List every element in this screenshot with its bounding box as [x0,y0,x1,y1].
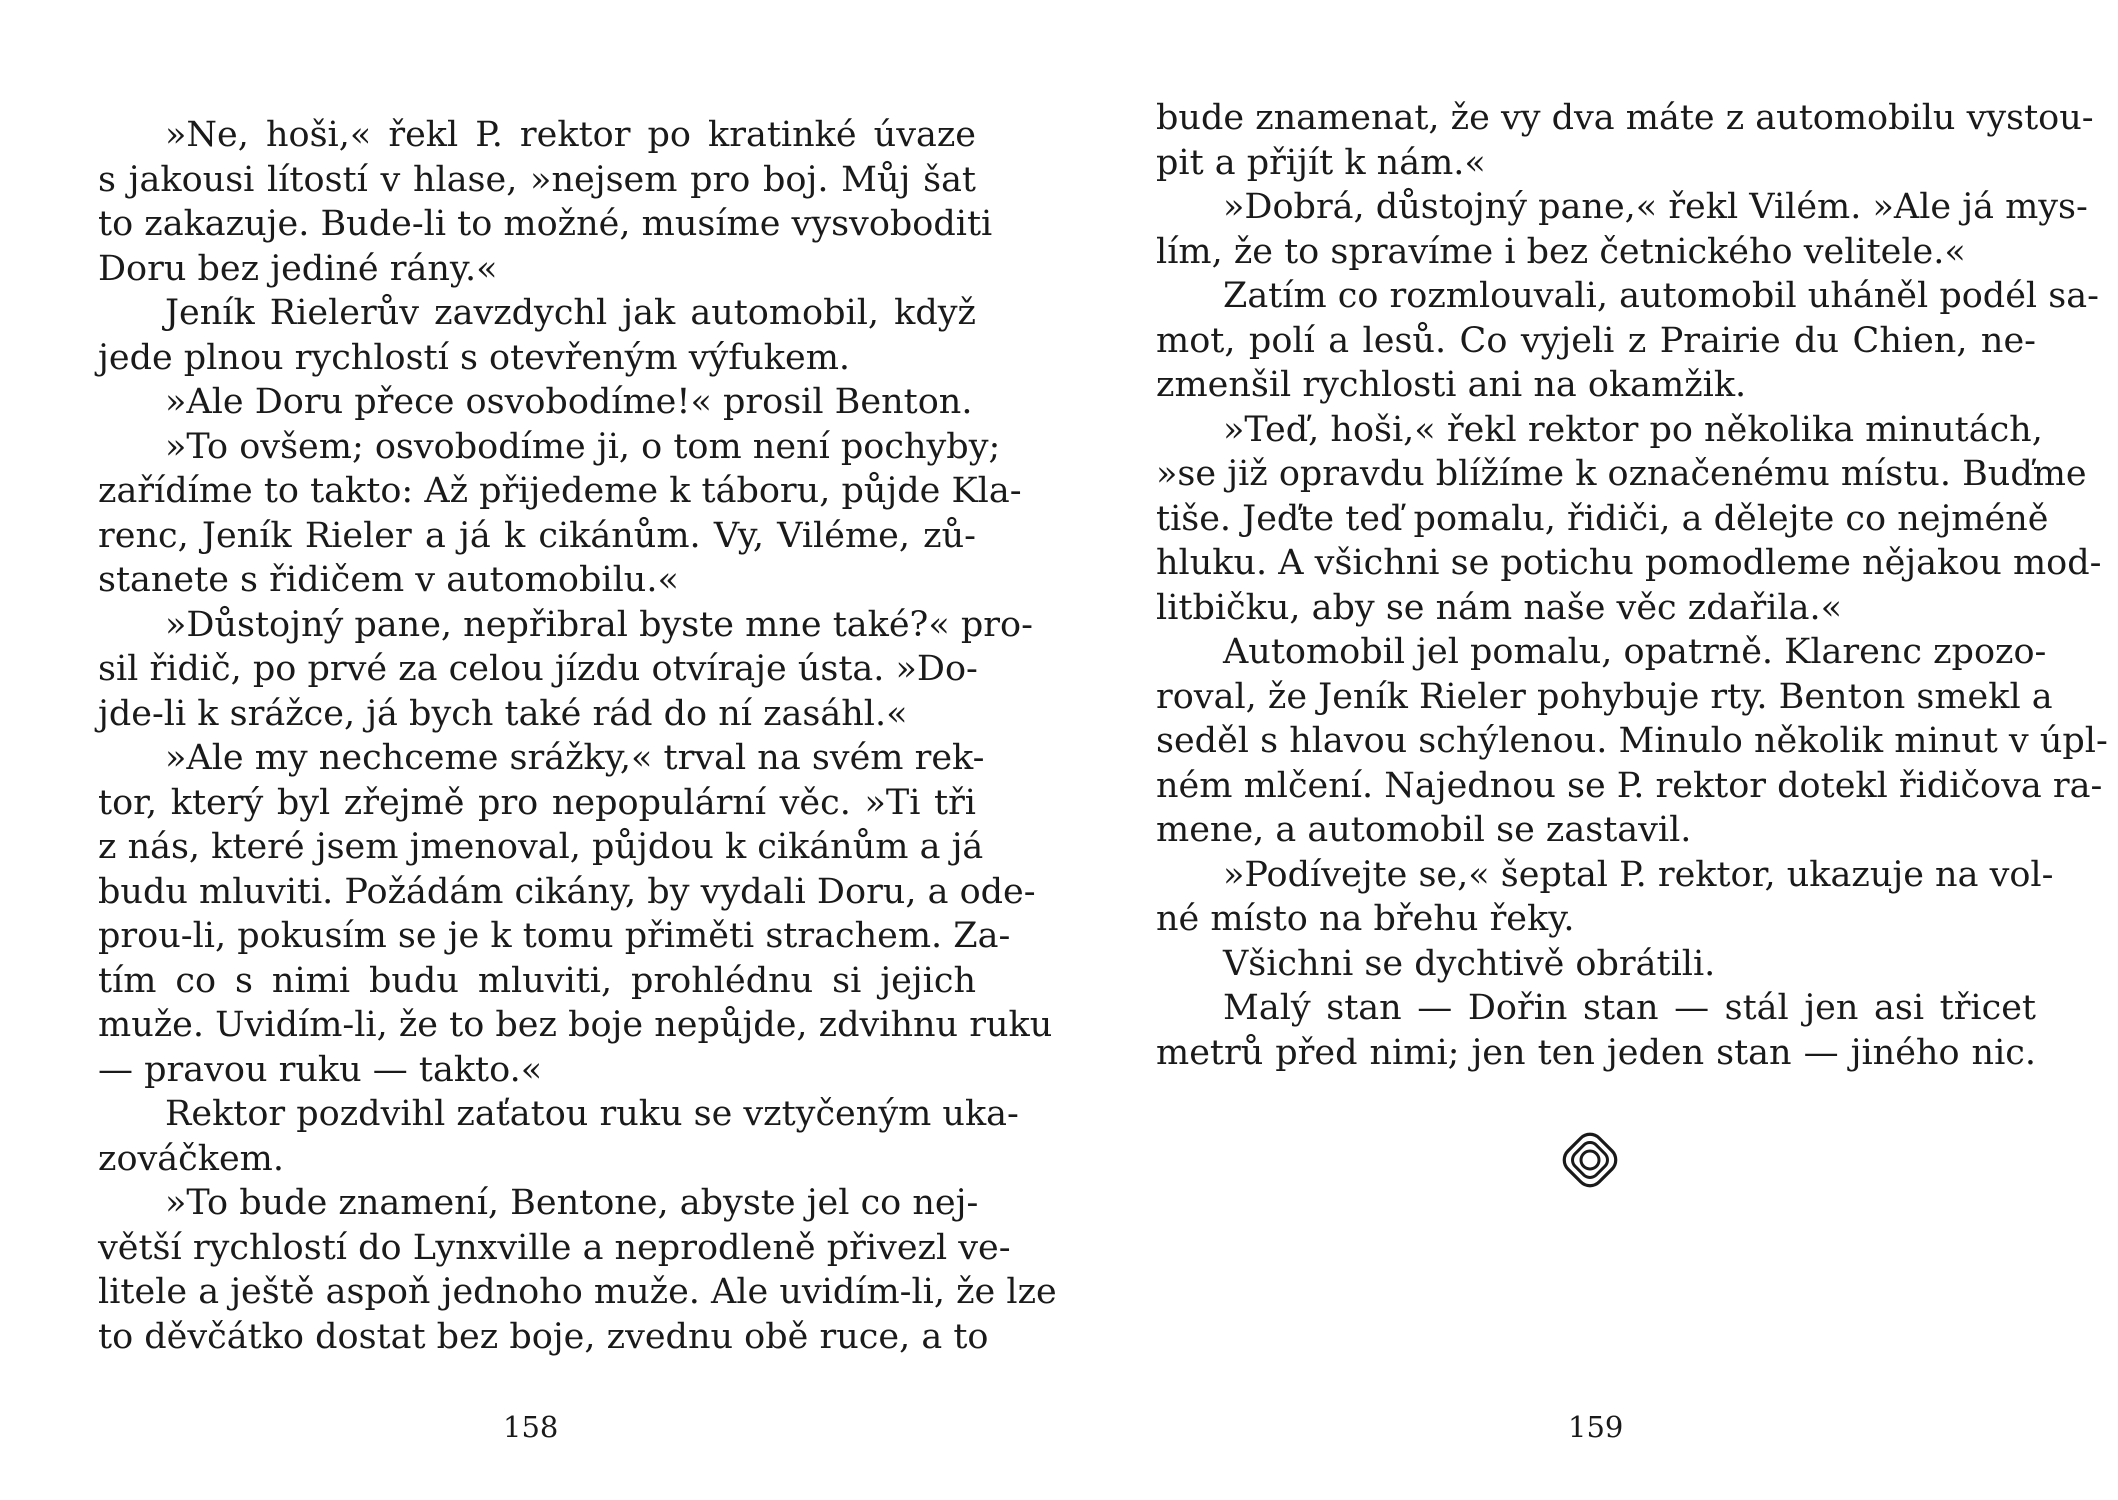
page-number: 159 [1568,1410,1624,1444]
text-line: ném mlčení. Najednou se P. rektor dotekl řidičova ra- [1156,765,2103,806]
text-line: Rektor pozdvihl zaťatou ruku se vztyčeným uka- [165,1094,1019,1134]
text-line: zařídíme to takto: Až přijedeme k táboru, půjde Kla- [98,471,1022,511]
text-line: metrů před nimi; jen ten jeden stan — jiného nic. [1156,1032,2036,1073]
text-line: Jeník Rielerův zavzdychl jak automobil, když [165,293,976,333]
text-line: mene, a automobil se zastavil. [1156,810,1692,850]
text-line: renc, Jeník Rieler a já k cikánům. Vy, Viléme, zů- [98,515,976,556]
text-line: sil řidič, po prvé za celou jízdu otvíraje ústa. »Do- [98,649,978,689]
text-line: jde-li k srážce, já bych také rád do ní zasáhl.« [98,693,908,734]
text-line: pit a přijít k nám.« [1156,142,1486,183]
text-line: roval, že Jeník Rieler pohybuje rty. Benton smekl a [1156,676,2053,717]
text-line: bude znamenat, že vy dva máte z automobilu vystou- [1156,98,2094,138]
text-line: »Dobrá, důstojný pane,« řekl Vilém. »Ale já mys- [1223,187,2088,227]
text-line: z nás, které jsem jmenoval, půjdou k cikánům a já [98,827,984,867]
text-line: mot, polí a lesů. Co vyjeli z Prairie du Chien, ne- [1156,320,2036,361]
text-line: větší rychlostí do Lynxville a neprodleně přivezl ve- [98,1227,1011,1268]
text-line: zmenšil rychlosti ani na okamžik. [1156,365,1747,405]
text-line: tiše. Jeďte teď pomalu, řidiči, a dělejte co nejméně [1156,498,2049,539]
text-line: Všichni se dychtivě obrátili. [1223,943,1716,984]
page-number: 158 [503,1410,559,1444]
text-line: Automobil jel pomalu, opatrně. Klarenc zpozo- [1223,632,2047,672]
text-line: to zakazuje. Bude-li to možné, musíme vysvoboditi [98,204,993,244]
text-line: Zatím co rozmlouvali, automobil uháněl podél sa- [1223,276,2099,316]
text-line: litele a ještě aspoň jednoho muže. Ale uvidím-li, že lze [98,1272,1057,1312]
text-line: Malý stan — Dořin stan — stál jen asi třicet [1223,988,2036,1028]
diamond-ornament-icon [1555,1125,1625,1195]
text-line: né místo na břehu řeky. [1156,899,1575,939]
text-line: stanete s řidičem v automobilu.« [98,560,679,600]
text-line: hluku. A všichni se potichu pomodleme nějakou mod- [1156,543,2102,583]
text-line: Doru bez jediné rány.« [98,248,498,289]
text-line: tor, který byl zřejmě pro nepopulární věc. »Ti tři [98,782,976,823]
text-line: s jakousi lítostí v hlase, »nejsem pro boj. Můj šat [98,159,976,200]
text-line: zováčkem. [98,1138,284,1179]
text-line: — pravou ruku — takto.« [98,1049,543,1090]
text-line: »To ovšem; osvobodíme ji, o tom není pochyby; [165,426,1001,467]
right-page [1059,0,2118,1500]
right-page-text [1156,96,2108,1075]
text-line: »Ale my nechceme srážky,« trval na svém rek- [165,738,985,778]
text-line: tím co s nimi budu mluviti, prohlédnu si jejich [98,960,976,1001]
text-line: muže. Uvidím-li, že to bez boje nepůjde, zdvihnu ruku [98,1005,1053,1045]
left-page-text [98,113,1057,1359]
text-line: prou-li, pokusím se je k tomu přiměti strachem. Za- [98,916,1011,956]
text-line: lím, že to spravíme i bez četnického velitele.« [1156,231,1966,272]
text-line: »se již opravdu blížíme k označenému místu. Buďme [1156,454,2087,494]
text-line: »To bude znamení, Bentone, abyste jel co nej- [165,1183,979,1223]
text-line: »Důstojný pane, nepřibral byste mne také?« pro- [165,604,1033,645]
text-line: litbičku, aby se nám naše věc zdařila.« [1156,587,1843,628]
text-line: »Ale Doru přece osvobodíme!« prosil Benton. [165,382,973,422]
text-line: »Teď, hoši,« řekl rektor po několika minutách, [1223,409,2043,450]
text-line: seděl s hlavou schýlenou. Minulo několik minut v úpl- [1156,721,2108,761]
text-line: »Podívejte se,« šeptal P. rektor, ukazuje na vol- [1223,854,2054,895]
text-line: budu mluviti. Požádám cikány, by vydali Doru, a ode- [98,871,1036,912]
text-line: jede plnou rychlostí s otevřeným výfukem. [98,337,851,378]
text-line: to děvčátko dostat bez boje, zvednu obě ruce, a to [98,1316,989,1357]
text-line: »Ne, hoši,« řekl P. rektor po kratinké úvaze [165,115,976,155]
